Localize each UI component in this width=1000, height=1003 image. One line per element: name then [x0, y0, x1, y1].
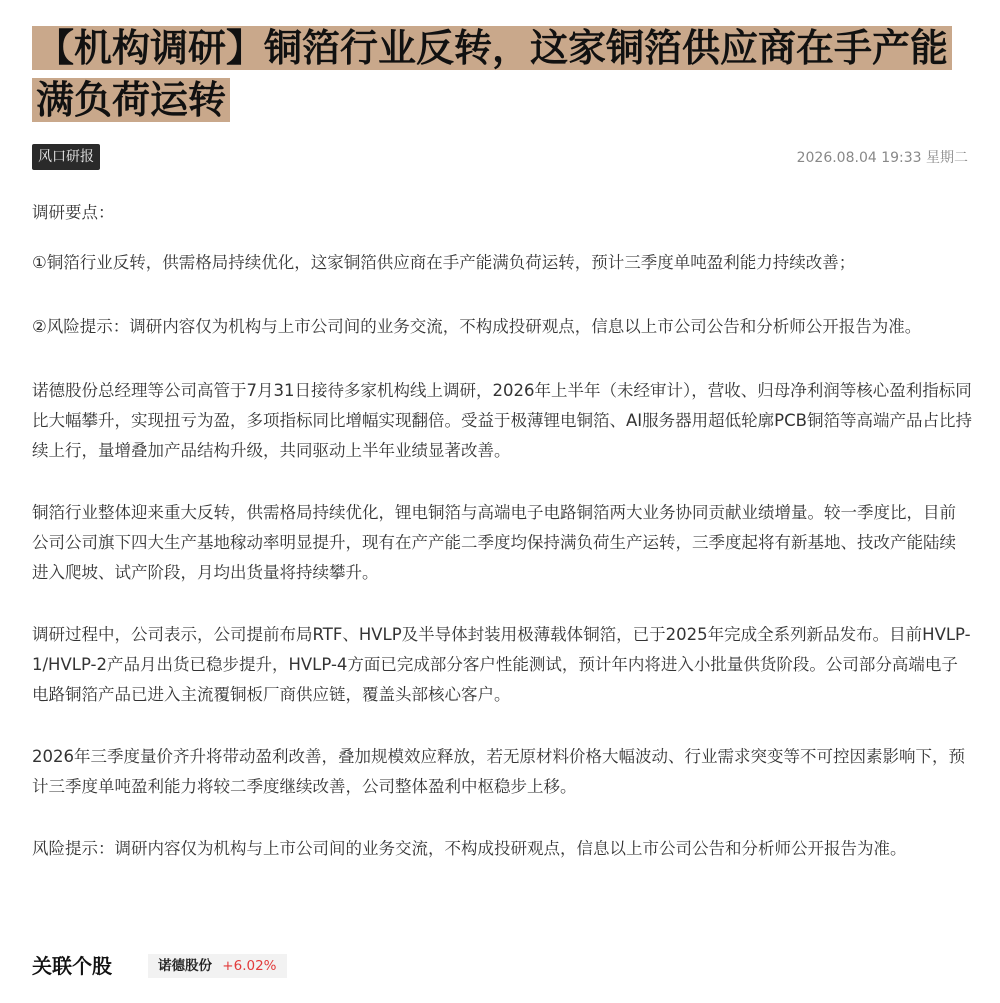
stock-chip[interactable]	[148, 954, 287, 978]
article-body	[32, 198, 972, 896]
summary-point-2: ②风险提示：调研内容仅为机构与上市公司间的业务交流，不构成投研观点，信息以上市公司公告和分析师公开报告为准。	[32, 317, 922, 336]
publish-datetime: 2026.08.04 19:33 星期二	[796, 150, 968, 166]
article-title	[32, 22, 982, 126]
summary-heading: 调研要点：	[32, 203, 115, 222]
risk-notice: 风险提示：调研内容仅为机构与上市公司间的业务交流，不构成投研观点，信息以上市公司公告和分析师公开报告为准。	[32, 839, 907, 858]
article-paragraph: 诺德股份总经理等公司高管于7月31日接待多家机构线上调研，2026年上半年（未经审计），营收、归母净利润等核心盈利指标同比大幅攀升，实现扭亏为盈，多项指标同比增幅实现翻倍。受益于极薄锂电铜箔、AI服务器用超低轮廓PCB铜箔等高端产品占比持续上行，量增叠加产品结构升级，共同驱动上半年业绩显著改善。	[32, 381, 972, 460]
related-stocks-title: 关联个股	[32, 954, 112, 978]
stock-name: 诺德股份	[158, 958, 212, 974]
summary-point-1: ①铜箔行业反转，供需格局持续优化，这家铜箔供应商在手产能满负荷运转，预计三季度单吨盈利能力持续改善；	[32, 253, 856, 272]
stock-change: +6.02%	[222, 958, 277, 974]
related-stocks-section	[32, 950, 968, 982]
article-paragraph: 调研过程中，公司表示，公司提前布局RTF、HVLP及半导体封装用极薄载体铜箔，已于2025年完成全系列新品发布。目前HVLP-1/HVLP-2产品月出货已稳步提升，HVLP-4方面已完成部分客户性能测试，预计年内将进入小批量供货阶段。公司部分高端电子电路铜箔产品已进入主流覆铜板厂商供应链，覆盖头部核心客户。	[32, 625, 971, 704]
article-title-text: 【机构调研】铜箔行业反转，这家铜箔供应商在手产能满负荷运转	[32, 26, 952, 122]
article-meta	[32, 144, 968, 170]
source-tag[interactable]: 风口研报	[32, 144, 100, 170]
article-paragraph: 铜箔行业整体迎来重大反转，供需格局持续优化，锂电铜箔与高端电子电路铜箔两大业务协同贡献业绩增量。较一季度比，目前公司公司旗下四大生产基地稼动率明显提升，现有在产产能二季度均保持满负荷生产运转，三季度起将有新基地、技改产能陆续进入爬坡、试产阶段，月均出货量将持续攀升。	[32, 503, 956, 582]
article-paragraph: 2026年三季度量价齐升将带动盈利改善，叠加规模效应释放，若无原材料价格大幅波动、行业需求突变等不可控因素影响下，预计三季度单吨盈利能力将较二季度继续改善，公司整体盈利中枢稳步上移。	[32, 747, 965, 796]
